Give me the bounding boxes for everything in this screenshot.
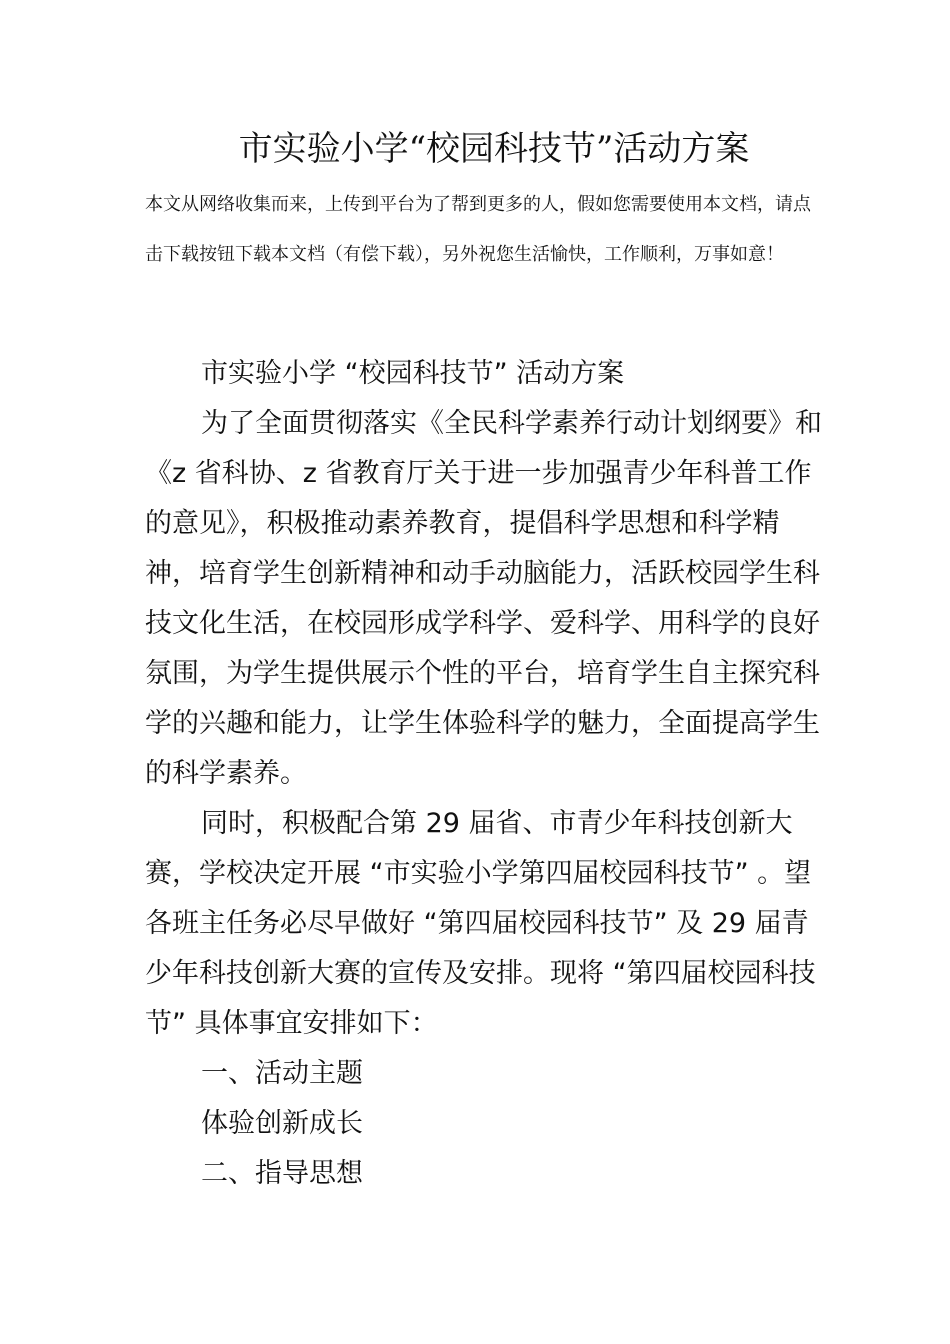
body-paragraph-purpose: 为了全面贯彻落实《全民科学素养行动计划纲要》和《z 省科协、z 省教育厅关于进一步加强青少年科普工作的意见》，积极推动素养教育，提倡科学思想和科学精神，培育学生创新精神和动手动脑能力，活跃校园学生科技文化生活，在校园形成学科学、爱科学、用科学的良好氛围，为学生提供展示个性的平台，培育学生自主探究科学的兴趣和能力，让学生体验科学的魅力，全面提高学生的科学素养。 [145, 408, 822, 789]
document-title: 市实验小学“校园科技节”活动方案 [238, 129, 750, 169]
document-body [145, 349, 823, 1199]
download-notice: 本文从网络收集而来，上传到平台为了帮到更多的人，假如您需要使用本文档，请点击下载按钮下载本文档（有偿下载），另外祝您生活愉快，工作顺利，万事如意！ [145, 194, 811, 265]
section-heading-theme: 一、活动主题 [201, 1058, 363, 1089]
body-heading: 市实验小学 “校园科技节” 活动方案 [201, 358, 625, 389]
section-heading-guiding-ideology: 二、指导思想 [201, 1158, 363, 1189]
body-paragraph-arrangement: 同时，积极配合第 29 届省、市青少年科技创新大赛，学校决定开展 “市实验小学第四届校园科技节” 。望各班主任务必尽早做好 “第四届校园科技节” 及 29 届青少年科技创新大赛的宣传及安排。现将 “第四届校园科技节” 具体事宜安排如下： [145, 808, 816, 1039]
theme-text: 体验创新成长 [201, 1108, 363, 1139]
